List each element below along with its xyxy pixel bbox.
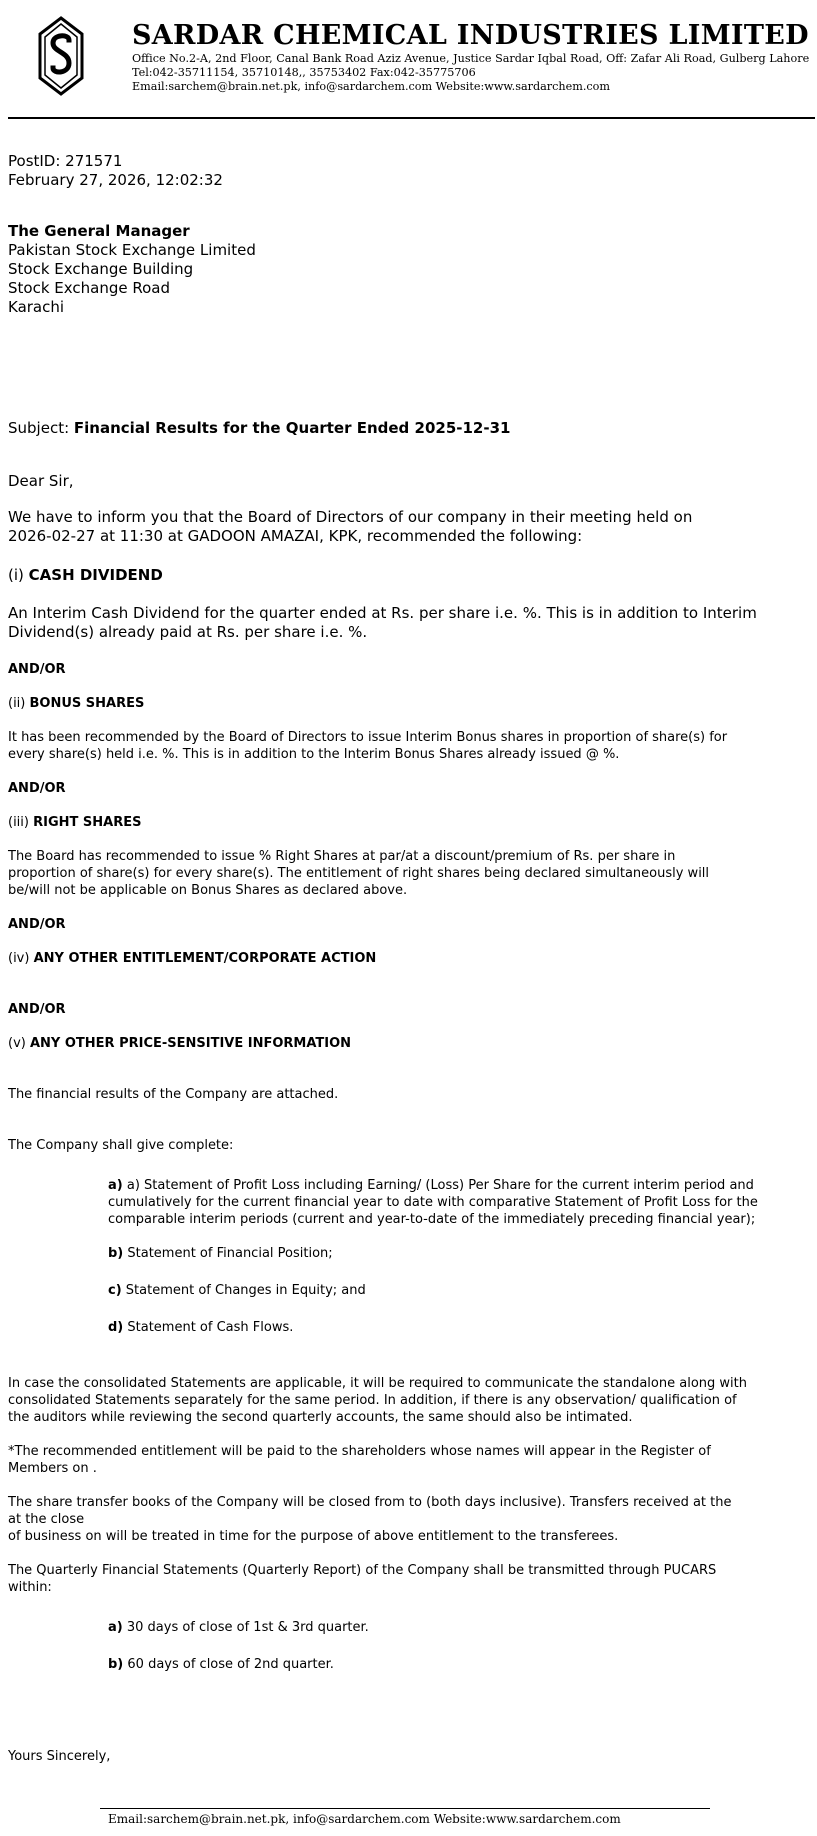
statement-text: Statement of Cash Flows. (127, 1320, 294, 1335)
addressee-title: The General Manager (8, 222, 190, 240)
statement-text-line: comparable interim periods (current and year-to-date of the immediately preceding financial year); (108, 1212, 756, 1227)
addressee-line: Karachi (8, 298, 65, 316)
deadline-item (108, 1657, 334, 1672)
statement-mark: a) (108, 1178, 123, 1193)
deadline-mark: a) (108, 1620, 123, 1635)
section-number: (iii) (8, 815, 29, 830)
deadline-item (108, 1620, 369, 1635)
right-text-line: be/will not be applicable on Bonus Shares as declared above. (8, 883, 408, 898)
statement-text-line: cumulatively for the current financial year to date with comparative Statement of Profit Loss for the (108, 1195, 758, 1210)
section-title: ANY OTHER ENTITLEMENT/CORPORATE ACTION (33, 951, 377, 966)
post-id: PostID: 271571 (8, 152, 123, 170)
company-address: Office No.2-A, 2nd Floor, Canal Bank Road Aziz Avenue, Justice Sardar Iqbal Road, Off: Zafar Ali Road, Gulberg Lahore (132, 52, 810, 65)
consolidated-line: In case the consolidated Statements are applicable, it will be required to communicate the standalone along with (8, 1376, 747, 1391)
right-text-line: The Board has recommended to issue % Right Shares at par/at a discount/premium of Rs. per share in (8, 849, 676, 864)
company-email: Email:sarchem@brain.net.pk, info@sardarchem.com Website:www.sardarchem.com (132, 80, 611, 93)
entitlement-line: *The recommended entitlement will be paid to the shareholders whose names will appear in the Register of (8, 1444, 711, 1459)
statement-text: a) Statement of Profit Loss including Earning/ (Loss) Per Share for the current interim period and (126, 1178, 754, 1193)
bonus-text-line: It has been recommended by the Board of Directors to issue Interim Bonus shares in proportion of share(s) for (8, 730, 728, 745)
pucars-line: within: (8, 1580, 52, 1595)
entitlement-line: Members on . (8, 1461, 97, 1476)
company-phone: Tel:042-35711154, 35710148,, 35753402 Fax:042-35775706 (132, 66, 476, 79)
footer-divider (100, 1808, 710, 1809)
intro-line: 2026-02-27 at 11:30 at GADOON AMAZAI, KPK, recommended the following: (8, 527, 583, 545)
and-or-label: AND/OR (8, 1002, 66, 1017)
statement-mark: b) (108, 1246, 124, 1261)
addressee-line: Pakistan Stock Exchange Limited (8, 241, 256, 259)
transfer-line: at the close (8, 1512, 85, 1527)
statement-item (108, 1178, 754, 1193)
pucars-line: The Quarterly Financial Statements (Quarterly Report) of the Company shall be transmitted through PUCARS (8, 1563, 717, 1578)
section-title: ANY OTHER PRICE-SENSITIVE INFORMATION (29, 1036, 352, 1051)
and-or-label: AND/OR (8, 781, 66, 796)
deadline-text: 30 days of close of 1st & 3rd quarter. (126, 1620, 369, 1635)
statement-mark: c) (108, 1283, 122, 1298)
transfer-line: The share transfer books of the Company will be closed from to (both days inclusive). Transfers received at the (8, 1495, 732, 1510)
company-name: SARDAR CHEMICAL INDUSTRIES LIMITED (132, 20, 809, 51)
statement-item (108, 1246, 333, 1261)
section-number: (iv) (8, 951, 30, 966)
intro-line: We have to inform you that the Board of Directors of our company in their meeting held on (8, 508, 693, 526)
give-complete-text: The Company shall give complete: (8, 1138, 234, 1153)
company-logo-icon (38, 16, 84, 96)
and-or-label: AND/OR (8, 917, 66, 932)
section-price-heading (8, 1036, 351, 1051)
section-number: (v) (8, 1036, 26, 1051)
cash-text-line: Dividend(s) already paid at Rs. per share i.e. %. (8, 623, 368, 641)
footer-contact: Email:sarchem@brain.net.pk, info@sardarchem.com Website:www.sardarchem.com (108, 1812, 621, 1826)
salutation: Dear Sir, (8, 472, 74, 490)
post-date: February 27, 2026, 12:02:32 (8, 171, 223, 189)
addressee-line: Stock Exchange Building (8, 260, 194, 278)
section-bonus-heading (8, 696, 144, 711)
header-divider (8, 117, 815, 119)
section-other-heading (8, 951, 376, 966)
consolidated-line: consolidated Statements separately for the same period. In addition, if there is any observation/ qualification of (8, 1393, 737, 1408)
section-cash-heading (8, 566, 163, 584)
section-number: (i) (8, 566, 24, 584)
section-title: BONUS SHARES (29, 696, 145, 711)
right-text-line: proportion of share(s) for every share(s). The entitlement of right shares being declared simultaneously will (8, 866, 710, 881)
and-or-label: AND/OR (8, 662, 66, 677)
section-number: (ii) (8, 696, 26, 711)
closing-text: Yours Sincerely, (8, 1749, 111, 1764)
subject-label: Subject: (8, 419, 70, 437)
cash-text-line: An Interim Cash Dividend for the quarter ended at Rs. per share i.e. %. This is in addition to Interim (8, 604, 757, 622)
section-right-heading (8, 815, 141, 830)
consolidated-line: the auditors while reviewing the second quarterly accounts, the same should also be intimated. (8, 1410, 633, 1425)
statement-text: Statement of Financial Position; (127, 1246, 333, 1261)
addressee-line: Stock Exchange Road (8, 279, 170, 297)
deadline-mark: b) (108, 1657, 124, 1672)
subject-value: Financial Results for the Quarter Ended 2025-12-31 (73, 419, 511, 437)
statement-item (108, 1283, 366, 1298)
statement-text: Statement of Changes in Equity; and (125, 1283, 366, 1298)
attached-text: The financial results of the Company are attached. (8, 1087, 339, 1102)
section-title: CASH DIVIDEND (28, 566, 163, 584)
deadline-text: 60 days of close of 2nd quarter. (127, 1657, 334, 1672)
section-title: RIGHT SHARES (33, 815, 142, 830)
letterhead (8, 10, 808, 118)
bonus-text-line: every share(s) held i.e. %. This is in addition to the Interim Bonus Shares already issued @ %. (8, 747, 620, 762)
subject-line (8, 419, 510, 437)
statement-item (108, 1320, 293, 1335)
statement-mark: d) (108, 1320, 124, 1335)
transfer-line: of business on will be treated in time for the purpose of above entitlement to the transferees. (8, 1529, 619, 1544)
